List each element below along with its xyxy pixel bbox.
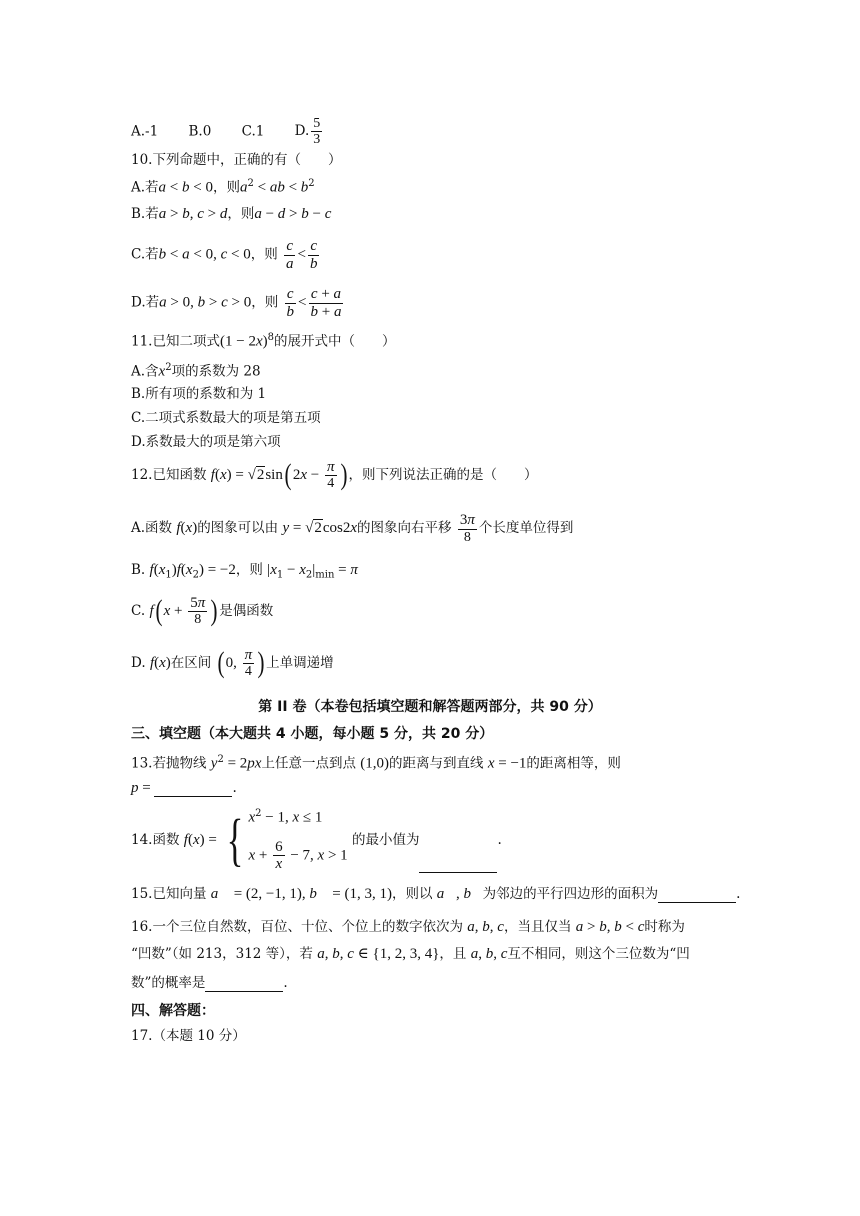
q12-option-a: A.函数 f(x)的图象可以由 y = √2cos2x的图象向右平移 $\frac{3\pi}{8}$ 个长度单位得到 [131,512,574,545]
q13-line1: 13.若抛物线 $y^2 = 2px$上任意一点到点 (1,0)的距离与到直线 x = −1的距离相等，则 [131,754,621,772]
q17-stem: 17.（本题 10 分） [131,1028,246,1044]
part2-title: 第 II 卷（本卷包括填空题和解答题两部分，共 90 分） [258,699,602,715]
q10-option-b: B.若a > b, c > d，则a − d > b − c [131,206,332,222]
q10-option-d: D.若a > 0, b > c > 0，则 $\frac{c}{b}$ < $\frac{c + a}{b + a}$ [131,286,342,320]
q13-line2: p = . [131,780,237,796]
q10-option-a: A.若a < b < 0，则$a^2$ < ab < $b^2$ [131,178,315,196]
section3-title: 三、填空题（本大题共 4 小题，每小题 5 分，共 20 分） [131,726,494,742]
q16-line1: 16.一个三位自然数，百位、十位、个位上的数字依次为 a, b, c，当且仅当 a > b, b < c时称为 [131,919,685,935]
q12-option-c: C. f( x + $\frac{5\pi}{8}$ ) 是偶函数 [131,594,274,628]
q14: 14.函数 f(x) = { $x^2 - 1$, x ≤ 1 x + $\frac{6}{x}$ − 7, x > 1 的最小值为 . [131,807,502,873]
q11-stem: 11.已知二项式$(1 - 2x)^8$的展开式中（ ） [131,332,396,350]
q14-answer-blank[interactable] [419,858,497,873]
q9-options [131,116,324,148]
q15-answer-blank[interactable] [658,888,736,903]
q11-option-d: D.系数最大的项是第六项 [131,434,281,450]
q11-option-b: B.所有项的系数和为 1 [131,386,267,402]
q9-option-b: B.0 [188,123,212,140]
q9-option-c: C.1 [241,123,265,140]
q16-answer-blank[interactable] [205,977,283,992]
q12-stem: 12.已知函数 f(x) = √2sin( 2x − $\frac{\pi}{4}$ ) ，则下列说法正确的是（ ） [131,458,538,492]
q12-option-b: B. $f(x_1)f(x_2) = -2$，则 $|x_1 - x_2|_{min} = \pi$ [131,562,358,581]
q16-line2: “凹数”（如 213，312 等），若 a, b, c ∈ {1, 2, 3, 4}，且 a, b, c互不相同，则这个三位数为“凹 [131,946,690,962]
q15: 15.已知向量 a⃗ = (2, −1, 1), b⃗ = (1, 3, 1)，则以 a⃗, b⃗为邻边的平行四边形的面积为 . [131,886,741,902]
q10-stem: 10.下列命题中，正确的有（ ） [131,152,342,168]
q13-answer-blank[interactable] [154,782,232,797]
q12-option-d: D. f(x)在区间 ( 0, $\frac{\pi}{4}$ ) 上单调递增 [131,646,334,680]
q10-option-c: C.若b < a < 0, c < 0，则 $\frac{c}{a}$ < $\frac{c}{b}$ [131,238,318,272]
section4-title: 四、解答题： [131,1003,215,1019]
q16-line3: 数”的概率是 . [131,975,288,991]
q11-option-a: A.含$x^2$项的系数为 28 [131,362,261,380]
q9-option-a: A.-1 [131,123,159,140]
q11-option-c: C.二项式系数最大的项是第五项 [131,410,321,426]
q9-option-d: D. $\frac{5}{3}$ [294,116,321,148]
